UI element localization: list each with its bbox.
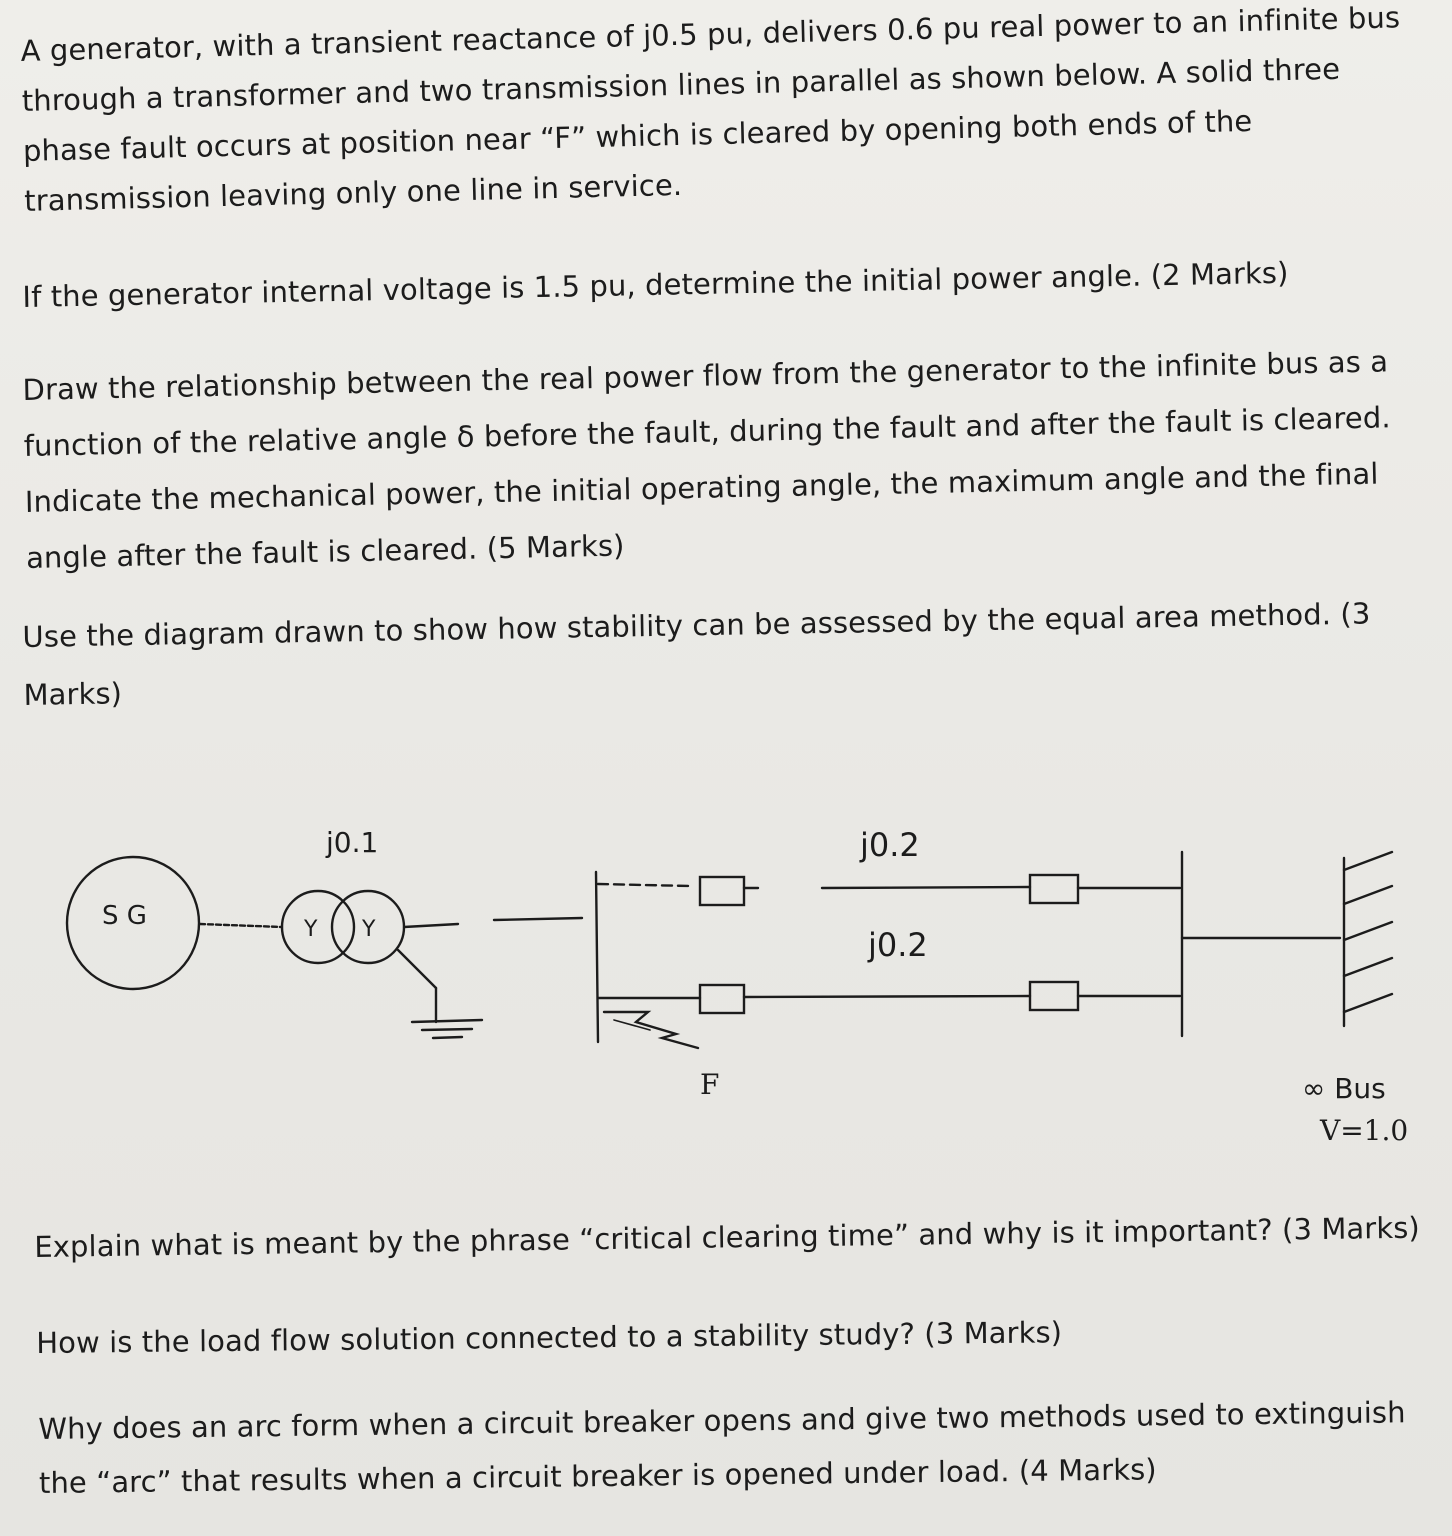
question-line: Draw the relationship between the real power flow from the generator to the infinite bus as a [22, 344, 1389, 407]
line2-conductor [744, 996, 1030, 997]
breaker-line1-sending[interactable] [700, 877, 744, 905]
breaker-line2-sending[interactable] [700, 985, 744, 1013]
ground-symbol [422, 1029, 472, 1030]
question-load-flow [36, 1307, 1062, 1368]
intro-line: A generator, with a transient reactance of j0.5 pu, delivers 0.6 pu real power to an infinite bus [20, 0, 1401, 68]
transformer-winding-label: Y [362, 917, 376, 942]
breaker-line1-receiving[interactable] [1030, 875, 1078, 903]
intro-line: through a transformer and two transmission lines in parallel as shown below. A solid three [21, 51, 1341, 118]
fault-label: F [700, 1068, 720, 1101]
question-line: Why does an arc form when a circuit breaker opens and give two methods used to extinguish [38, 1395, 1406, 1446]
intro-line: transmission leaving only one line in service. [23, 167, 683, 218]
connection-line [494, 918, 582, 920]
generator-lead [200, 924, 282, 927]
intro-line: phase fault occurs at position near “F” which is cleared by opening both ends of the [22, 103, 1253, 168]
question-critical-clearing-time [34, 1203, 1420, 1272]
question-text: Explain what is meant by the phrase “critical clearing time” and why is it important? (3 Marks) [34, 1210, 1421, 1264]
question-line: Use the diagram drawn to show how stability can be assessed by the equal area method. (3 [22, 596, 1371, 654]
question-text: How is the load flow solution connected to a stability study? (3 Marks) [36, 1315, 1063, 1360]
question-line: the “arc” that results when a circuit breaker is opened under load. (4 Marks) [38, 1452, 1157, 1500]
question-power-angle-curve [22, 333, 1394, 586]
sending-bus [596, 872, 598, 1042]
question-line: angle after the fault is cleared. (5 Marks) [25, 528, 625, 575]
infinite-bus-voltage: V=1.0 [1320, 1114, 1409, 1147]
question-line: Indicate the mechanical power, the initial operating angle, the maximum angle and the final [24, 456, 1379, 519]
line1-conductor [822, 887, 1030, 888]
question-equal-area [22, 584, 1372, 724]
line1-reactance-label: j0.2 [860, 826, 920, 864]
infinite-bus-hatch [1344, 958, 1392, 976]
power-system-one-line-diagram [0, 800, 1452, 1180]
transformer-winding-label: Y [304, 917, 318, 942]
infinite-bus-hatch [1344, 886, 1392, 904]
infinite-bus-hatch [1344, 852, 1392, 870]
question-line: Marks) [23, 676, 123, 712]
question-text: If the generator internal voltage is 1.5 pu, determine the initial power angle. (2 Marks) [22, 255, 1289, 314]
ground-symbol [433, 1037, 462, 1038]
line2-reactance-label: j0.2 [868, 926, 928, 964]
breaker-line2-receiving[interactable] [1030, 982, 1078, 1010]
neutral-lead [398, 950, 436, 988]
ground-symbol [412, 1020, 482, 1022]
infinite-bus-label: ∞ Bus [1302, 1072, 1386, 1105]
question-line: function of the relative angle δ before the fault, during the fault and after the fault is cleared. [23, 400, 1391, 463]
problem-intro [20, 0, 1404, 226]
infinite-bus-hatch [1344, 922, 1392, 940]
question-circuit-breaker-arc [38, 1385, 1407, 1510]
question-initial-power-angle [22, 248, 1289, 322]
generator-label: S G [102, 901, 147, 931]
transformer-output-lead [404, 924, 458, 927]
transformer-reactance-label: j0.1 [326, 826, 379, 859]
line1-segment [598, 884, 690, 886]
fault-lightning-icon [604, 1012, 698, 1048]
infinite-bus-hatch [1344, 994, 1392, 1012]
